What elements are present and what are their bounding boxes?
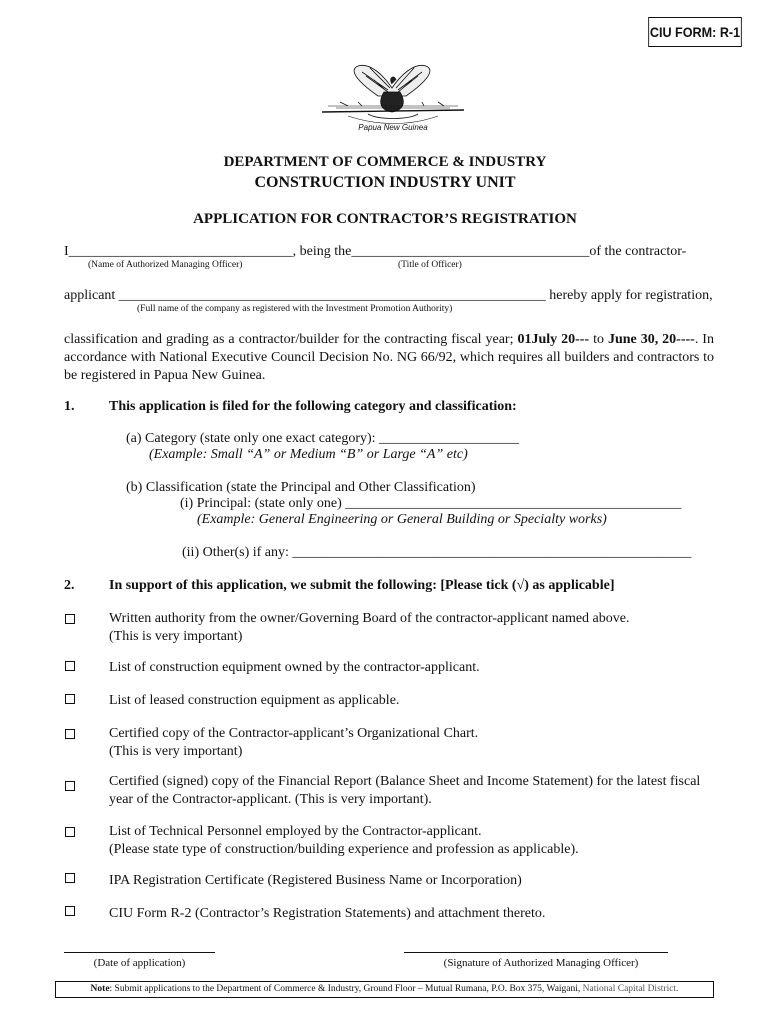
- emblem-label: Papua New Guinea: [358, 123, 428, 132]
- png-emblem-icon: [318, 62, 468, 134]
- department-heading: DEPARTMENT OF COMMERCE & INDUSTRY: [223, 154, 547, 170]
- section-1-heading: This application is filed for the following category and classification:: [109, 399, 517, 414]
- item-ipa-certificate: IPA Registration Certificate (Registered Business Name or Incorporation): [109, 873, 522, 888]
- intro-paragraph: classification and grading as a contractor/builder for the contracting fiscal year; 01July 20--- to June 30, 20----. In accordance with National Executive Council Decision No. NG 66/92, which requires all builders and contractors to be registered in Papua New Guinea.: [64, 332, 714, 383]
- item-technical-personnel: List of Technical Personnel employed by the Contractor-applicant. (Please state type of construction/building experience and profession as applicable).: [109, 824, 579, 857]
- item-org-chart: Certified copy of the Contractor-applicant’s Organizational Chart. (This is very important): [109, 726, 479, 759]
- submission-note: Note: Submit applications to the Department of Commerce & Industry, Ground Floor – Mutual Rumana, P.O. Box 375, Waigani, National Capital District.: [55, 981, 714, 998]
- others-line: (ii) Other(s) if any: _________________________________________________________: [182, 545, 692, 560]
- officer-name-caption: (Name of Authorized Managing Officer): [88, 260, 243, 270]
- unit-heading: CONSTRUCTION INDUSTRY UNIT: [254, 174, 516, 191]
- category-line: (a) Category (state only one exact category): ____________________: [126, 431, 520, 446]
- principal-example: (Example: General Engineering or General Building or Specialty works): [197, 512, 607, 527]
- classification-line: (b) Classification (state the Principal and Other Classification): [126, 480, 476, 495]
- officer-signature-line: [404, 952, 668, 953]
- checkbox-ipa-certificate[interactable]: [65, 873, 75, 883]
- signature-caption: (Signature of Authorized Managing Officer): [443, 957, 639, 969]
- officer-line: I________________________________, being the__________________________________of the contractor-: [64, 244, 687, 259]
- form-id-badge: [648, 17, 742, 47]
- checkbox-org-chart[interactable]: [65, 729, 75, 739]
- date-caption: (Date of application): [93, 957, 186, 969]
- section-2-number: 2.: [64, 578, 75, 593]
- form-title: APPLICATION FOR CONTRACTOR’S REGISTRATION: [193, 211, 577, 227]
- item-ciu-form-r2: CIU Form R-2 (Contractor’s Registration Statements) and attachment thereto.: [109, 906, 546, 921]
- applicant-line: applicant _____________________________________________________________ hereby apply for registration,: [64, 288, 713, 303]
- officer-title-caption: (Title of Officer): [398, 260, 462, 270]
- company-name-caption: (Full name of the company as registered with the Investment Promotion Authority): [137, 304, 453, 314]
- checkbox-written-authority[interactable]: [65, 614, 75, 624]
- checkbox-ciu-form-r2[interactable]: [65, 906, 75, 916]
- section-2-heading: In support of this application, we submit the following: [Please tick (√) as applicable]: [109, 578, 615, 593]
- checkbox-owned-equipment[interactable]: [65, 661, 75, 671]
- item-owned-equipment: List of construction equipment owned by the contractor-applicant.: [109, 660, 480, 675]
- item-financial-report: Certified (signed) copy of the Financial Report (Balance Sheet and Income Statement) for the latest fiscal year of the Contractor-applicant. (This is very important).: [109, 774, 701, 807]
- checkbox-technical-personnel[interactable]: [65, 827, 75, 837]
- section-1-number: 1.: [64, 399, 75, 414]
- checkbox-leased-equipment[interactable]: [65, 694, 75, 704]
- principal-line: (i) Principal: (state only one) ________________________________________________: [180, 496, 682, 511]
- date-signature-line: [64, 952, 215, 953]
- checkbox-financial-report[interactable]: [65, 781, 75, 791]
- category-example: (Example: Small “A” or Medium “B” or Large “A” etc): [149, 447, 468, 462]
- form-id-text: CIU FORM: R-1: [649, 24, 741, 40]
- item-written-authority: Written authority from the owner/Governing Board of the contractor-applicant named above. (This is very important): [109, 611, 630, 644]
- item-leased-equipment: List of leased construction equipment as applicable.: [109, 693, 400, 708]
